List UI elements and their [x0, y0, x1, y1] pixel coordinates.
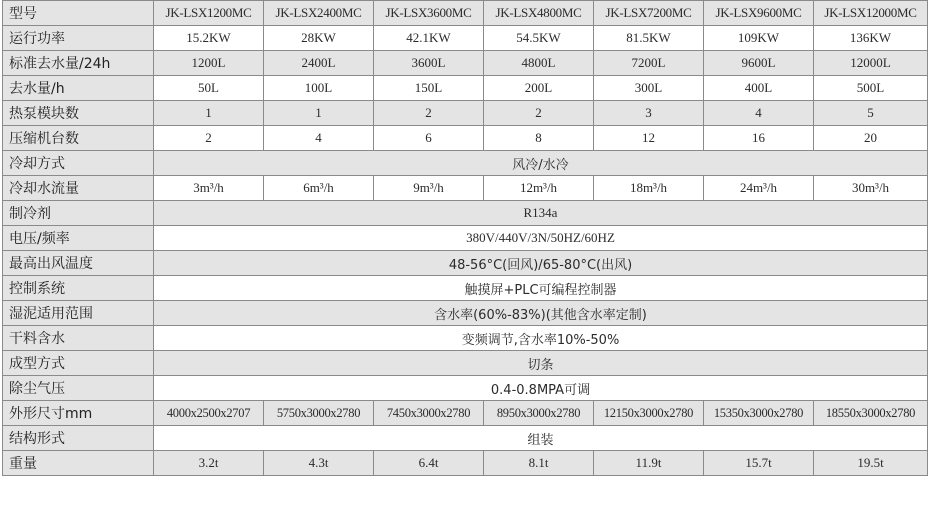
- value-cell: 500L: [814, 76, 928, 101]
- value-cell: 9600L: [704, 51, 814, 76]
- table-row: [3, 351, 928, 376]
- table-header-row: [3, 1, 928, 26]
- value-cell: 9m³/h: [374, 176, 484, 201]
- value-cell: 4.3t: [264, 451, 374, 476]
- table-row: [3, 401, 928, 426]
- spanned-value-cell: 0.4-0.8MPA可调: [154, 376, 928, 401]
- value-cell: 12000L: [814, 51, 928, 76]
- row-label: 控制系统: [3, 276, 154, 301]
- table-row: [3, 76, 928, 101]
- value-cell: 7200L: [594, 51, 704, 76]
- row-label: 湿泥适用范围: [3, 301, 154, 326]
- table-row: [3, 51, 928, 76]
- value-cell: 2400L: [264, 51, 374, 76]
- value-cell: 18m³/h: [594, 176, 704, 201]
- value-cell: 3: [594, 101, 704, 126]
- value-cell: 24m³/h: [704, 176, 814, 201]
- spanned-value-cell: 风冷/水冷: [154, 151, 928, 176]
- value-cell: 7450x3000x2780: [374, 401, 484, 426]
- table-row: [3, 26, 928, 51]
- value-cell: 3600L: [374, 51, 484, 76]
- model-header: JK-LSX9600MC: [704, 1, 814, 26]
- model-header: JK-LSX1200MC: [154, 1, 264, 26]
- header-label: 型号: [3, 1, 154, 26]
- value-cell: 54.5KW: [484, 26, 594, 51]
- value-cell: 12: [594, 126, 704, 151]
- row-label: 冷却水流量: [3, 176, 154, 201]
- table-row: [3, 326, 928, 351]
- value-cell: 18550x3000x2780: [814, 401, 928, 426]
- value-cell: 12m³/h: [484, 176, 594, 201]
- value-cell: 15.2KW: [154, 26, 264, 51]
- table-row: [3, 276, 928, 301]
- table-row: [3, 226, 928, 251]
- row-label: 干料含水: [3, 326, 154, 351]
- spanned-value-cell: 触摸屏+PLC可编程控制器: [154, 276, 928, 301]
- value-cell: 2: [154, 126, 264, 151]
- value-cell: 3.2t: [154, 451, 264, 476]
- value-cell: 1: [154, 101, 264, 126]
- value-cell: 4000x2500x2707: [154, 401, 264, 426]
- value-cell: 400L: [704, 76, 814, 101]
- value-cell: 4800L: [484, 51, 594, 76]
- value-cell: 300L: [594, 76, 704, 101]
- model-header: JK-LSX7200MC: [594, 1, 704, 26]
- row-label: 压缩机台数: [3, 126, 154, 151]
- spanned-value-cell: 切条: [154, 351, 928, 376]
- value-cell: 4: [704, 101, 814, 126]
- table-row: [3, 101, 928, 126]
- spanned-value-cell: R134a: [154, 201, 928, 226]
- value-cell: 42.1KW: [374, 26, 484, 51]
- value-cell: 5: [814, 101, 928, 126]
- table-row: [3, 301, 928, 326]
- value-cell: 4: [264, 126, 374, 151]
- model-header: JK-LSX2400MC: [264, 1, 374, 26]
- value-cell: 20: [814, 126, 928, 151]
- value-cell: 6.4t: [374, 451, 484, 476]
- value-cell: 136KW: [814, 26, 928, 51]
- table-row: [3, 251, 928, 276]
- table-row: [3, 426, 928, 451]
- row-label: 成型方式: [3, 351, 154, 376]
- table-row: [3, 376, 928, 401]
- value-cell: 2: [484, 101, 594, 126]
- value-cell: 100L: [264, 76, 374, 101]
- row-label: 冷却方式: [3, 151, 154, 176]
- model-header: JK-LSX12000MC: [814, 1, 928, 26]
- spec-table-body: [3, 1, 928, 476]
- row-label: 运行功率: [3, 26, 154, 51]
- row-label: 最高出风温度: [3, 251, 154, 276]
- value-cell: 12150x3000x2780: [594, 401, 704, 426]
- row-label: 热泵模块数: [3, 101, 154, 126]
- row-label: 外形尺寸mm: [3, 401, 154, 426]
- value-cell: 5750x3000x2780: [264, 401, 374, 426]
- table-row: [3, 451, 928, 476]
- value-cell: 150L: [374, 76, 484, 101]
- spanned-value-cell: 组装: [154, 426, 928, 451]
- value-cell: 6m³/h: [264, 176, 374, 201]
- value-cell: 15.7t: [704, 451, 814, 476]
- value-cell: 109KW: [704, 26, 814, 51]
- value-cell: 8.1t: [484, 451, 594, 476]
- value-cell: 1: [264, 101, 374, 126]
- value-cell: 81.5KW: [594, 26, 704, 51]
- table-row: [3, 126, 928, 151]
- spanned-value-cell: 380V/440V/3N/50HZ/60HZ: [154, 226, 928, 251]
- row-label: 结构形式: [3, 426, 154, 451]
- row-label: 制冷剂: [3, 201, 154, 226]
- row-label: 去水量/h: [3, 76, 154, 101]
- model-header: JK-LSX4800MC: [484, 1, 594, 26]
- spec-table: [2, 0, 928, 476]
- value-cell: 2: [374, 101, 484, 126]
- value-cell: 8950x3000x2780: [484, 401, 594, 426]
- value-cell: 50L: [154, 76, 264, 101]
- spanned-value-cell: 变频调节,含水率10%-50%: [154, 326, 928, 351]
- value-cell: 28KW: [264, 26, 374, 51]
- table-row: [3, 151, 928, 176]
- value-cell: 8: [484, 126, 594, 151]
- row-label: 重量: [3, 451, 154, 476]
- row-label: 标准去水量/24h: [3, 51, 154, 76]
- value-cell: 200L: [484, 76, 594, 101]
- value-cell: 3m³/h: [154, 176, 264, 201]
- value-cell: 15350x3000x2780: [704, 401, 814, 426]
- table-row: [3, 176, 928, 201]
- spanned-value-cell: 含水率(60%-83%)(其他含水率定制): [154, 301, 928, 326]
- table-row: [3, 201, 928, 226]
- value-cell: 11.9t: [594, 451, 704, 476]
- spanned-value-cell: 48-56°C(回风)/65-80°C(出风): [154, 251, 928, 276]
- row-label: 除尘气压: [3, 376, 154, 401]
- model-header: JK-LSX3600MC: [374, 1, 484, 26]
- value-cell: 19.5t: [814, 451, 928, 476]
- value-cell: 6: [374, 126, 484, 151]
- value-cell: 16: [704, 126, 814, 151]
- row-label: 电压/频率: [3, 226, 154, 251]
- value-cell: 1200L: [154, 51, 264, 76]
- value-cell: 30m³/h: [814, 176, 928, 201]
